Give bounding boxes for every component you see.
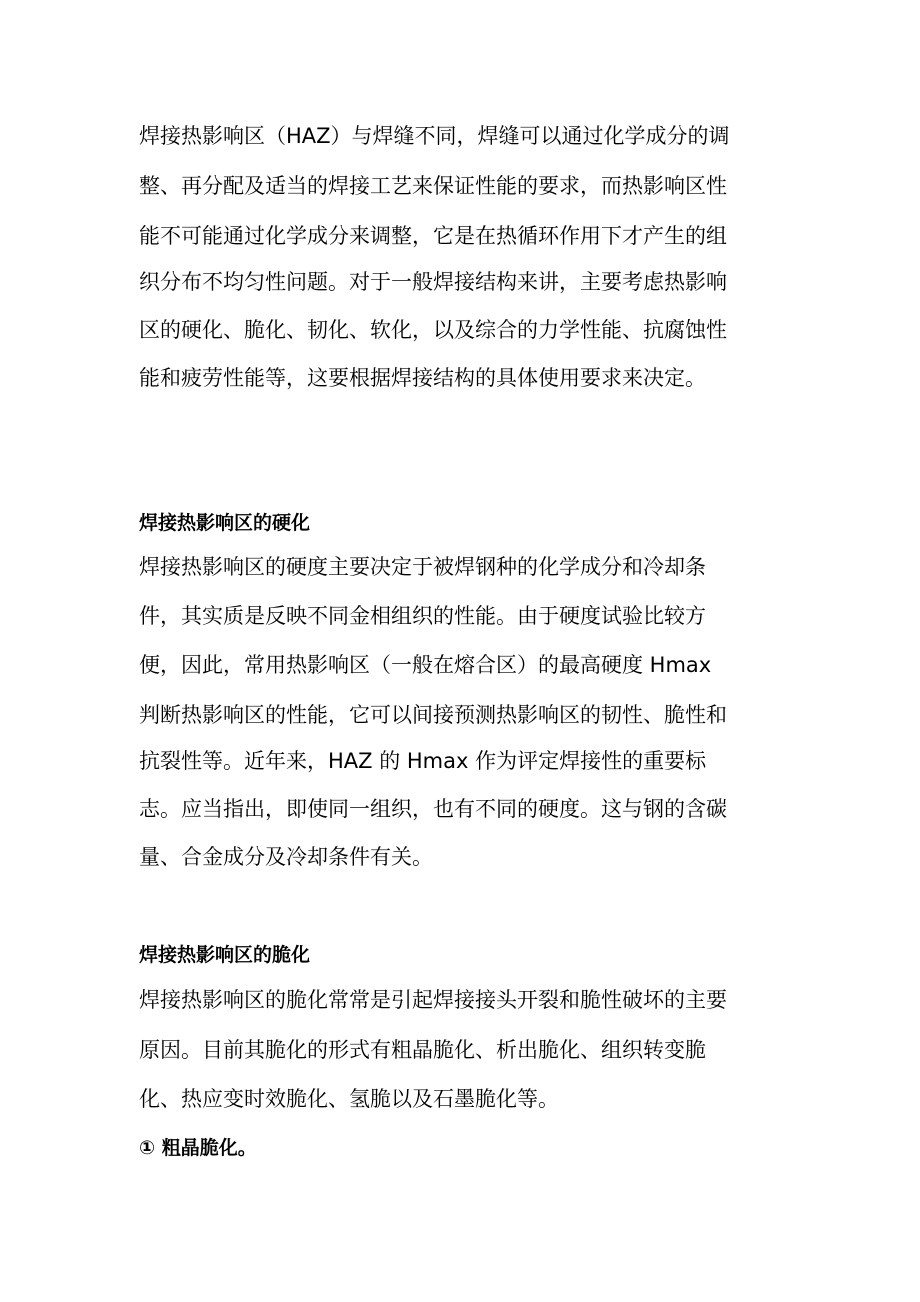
- subsection-heading-coarse-grain: ① 粗晶脆化。: [139, 1137, 257, 1159]
- intro-line: 织分布不均匀性问题。对于一般焊接结构来讲，主要考虑热影响: [139, 270, 727, 294]
- paragraph-line: 件，其实质是反映不同金相组织的性能。由于硬度试验比较方: [139, 604, 706, 628]
- intro-line: 能和疲劳性能等，这要根据焊接结构的具体使用要求来决定。: [139, 366, 706, 390]
- paragraph-line: 志。应当指出，即使同一组织，也有不同的硬度。这与钢的含碳: [139, 797, 727, 821]
- intro-line: 区的硬化、脆化、韧化、软化，以及综合的力学性能、抗腐蚀性: [139, 318, 727, 342]
- paragraph-line: 化、热应变时效脆化、氢脆以及石墨脆化等。: [139, 1087, 559, 1111]
- section-heading-embrittlement: 焊接热影响区的脆化: [139, 944, 311, 966]
- intro-line: 整、再分配及适当的焊接工艺来保证性能的要求，而热影响区性: [139, 174, 727, 198]
- paragraph-line: 抗裂性等。近年来，HAZ 的 Hmax 作为评定焊接性的重要标: [139, 749, 707, 773]
- paragraph-line: 焊接热影响区的硬度主要决定于被焊钢种的化学成分和冷却条: [139, 555, 706, 579]
- paragraph-line: 原因。目前其脆化的形式有粗晶脆化、析出脆化、组织转变脆: [139, 1038, 706, 1062]
- paragraph-line: 量、合金成分及冷却条件有关。: [139, 845, 433, 869]
- section-heading-hardening: 焊接热影响区的硬化: [139, 512, 311, 534]
- paragraph-line: 便，因此，常用热影响区（一般在熔合区）的最高硬度 Hmax: [139, 653, 712, 677]
- intro-line: 能不可能通过化学成分来调整，它是在热循环作用下才产生的组: [139, 224, 727, 248]
- intro-line: 焊接热影响区（HAZ）与焊缝不同，焊缝可以通过化学成分的调: [139, 124, 730, 148]
- paragraph-line: 判断热影响区的性能，它可以间接预测热影响区的韧性、脆性和: [139, 703, 727, 727]
- paragraph-line: 焊接热影响区的脆化常常是引起焊接接头开裂和脆性破坏的主要: [139, 988, 727, 1012]
